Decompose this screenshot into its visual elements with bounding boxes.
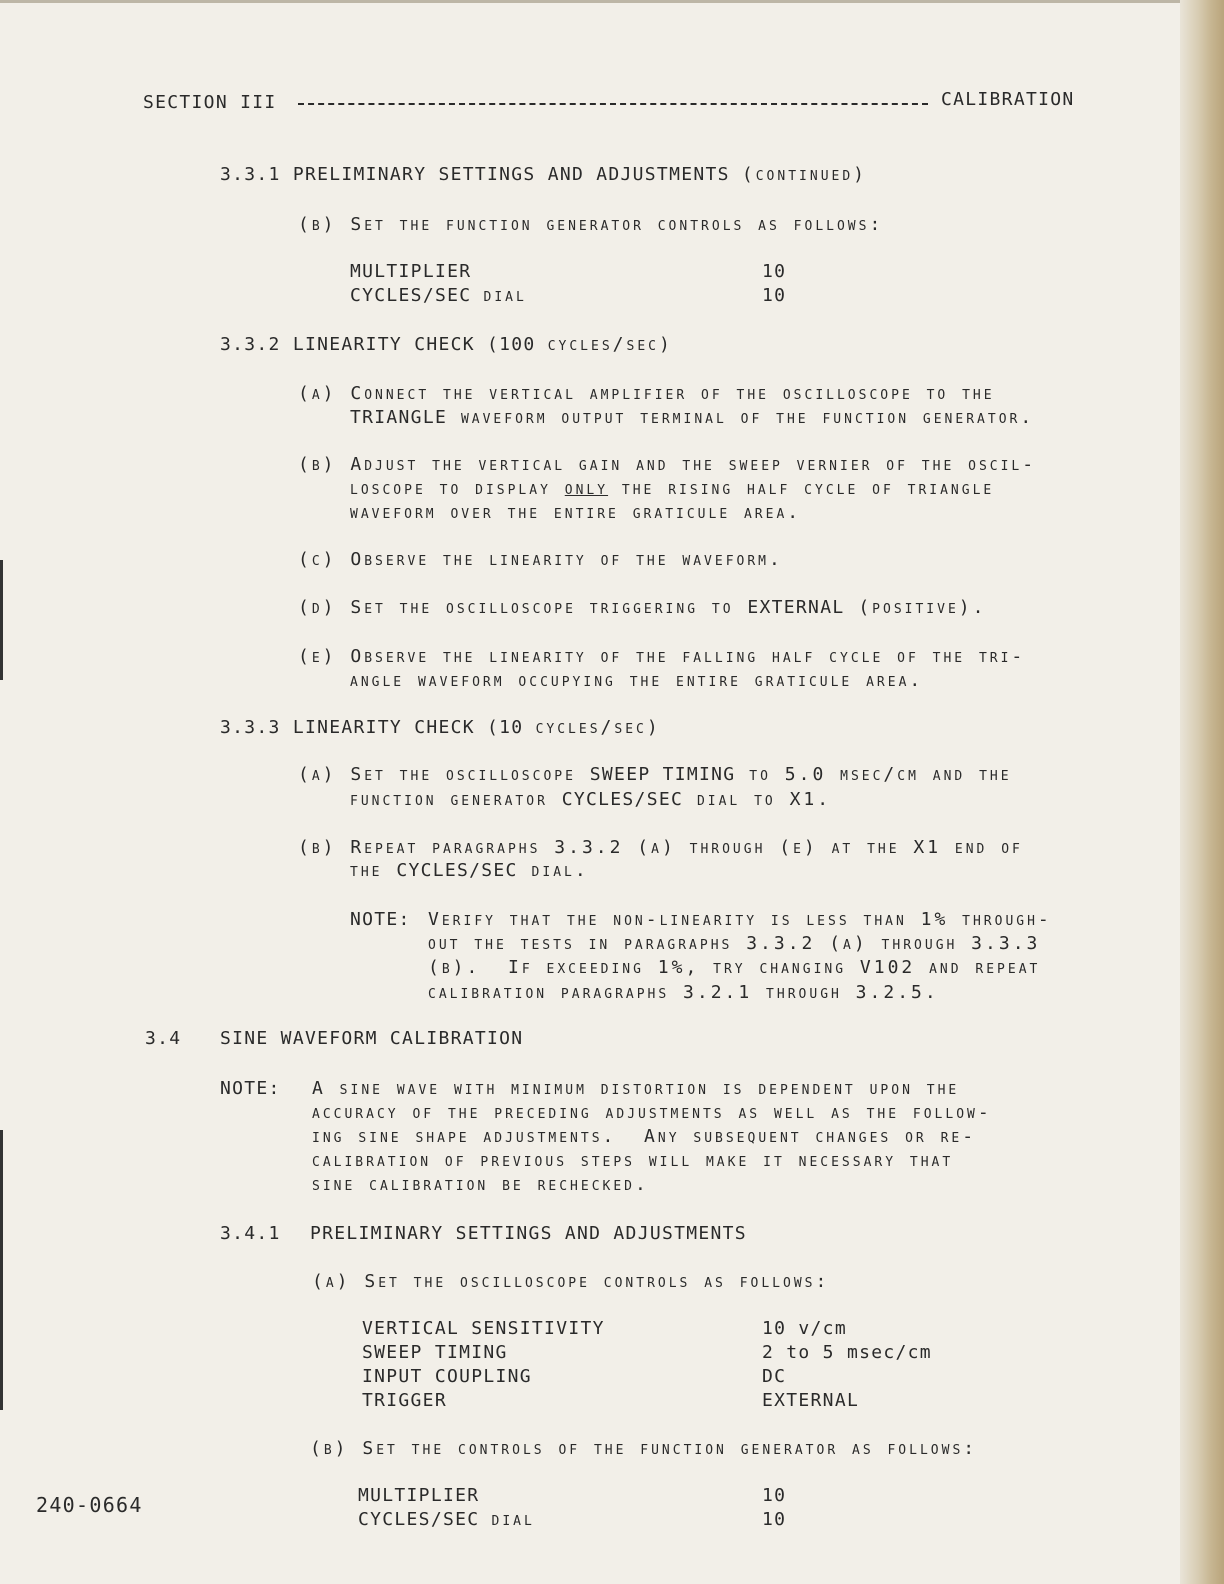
note-line: sine calibration be rechecked.	[312, 1174, 649, 1195]
setting-name: INPUT COUPLING	[362, 1366, 532, 1387]
note-line: ing sine shape adjustments. Any subsequent changes or re-	[312, 1126, 977, 1147]
note-label: NOTE:	[220, 1078, 281, 1099]
step-3-3-2-b-line2: loscope to display only the rising half cycle of triangle	[350, 478, 995, 499]
step-3-3-3-a: (a) Set the oscilloscope SWEEP TIMING to 5.0 msec/cm and the	[298, 764, 1012, 785]
setting-name: MULTIPLIER	[358, 1485, 480, 1506]
heading-3-3-1: 3.3.1 PRELIMINARY SETTINGS AND ADJUSTMENTS (continued)	[220, 164, 868, 185]
heading-3-4: SINE WAVEFORM CALIBRATION	[220, 1028, 524, 1049]
step-3-3-2-c: (c) Observe the linearity of the waveform.	[298, 549, 783, 570]
step-3-3-3-b-line2: the CYCLES/SEC dial.	[350, 860, 589, 881]
step-3-4-1-b: (b) Set the controls of the function generator as follows:	[310, 1438, 978, 1459]
step-3-3-2-e-line2: angle waveform occupying the entire graticule area.	[350, 670, 924, 691]
setting-name: VERTICAL SENSITIVITY	[362, 1318, 605, 1339]
setting-value: 10	[762, 261, 787, 282]
note-line: Verify that the non-linearity is less than 1% through-	[428, 909, 1052, 930]
setting-name: MULTIPLIER	[350, 261, 472, 282]
step-3-3-1-b: (b) Set the function generator controls as follows:	[298, 214, 884, 235]
binding-edge	[1180, 0, 1224, 1584]
setting-name: TRIGGER	[362, 1390, 447, 1411]
heading-3-3-2: 3.3.2 LINEARITY CHECK (100 cycles/sec)	[220, 334, 673, 355]
header-rule	[298, 103, 928, 105]
section-label: SECTION III	[143, 92, 277, 113]
step-3-3-2-a: (a) Connect the vertical amplifier of the oscilloscope to the	[298, 383, 995, 404]
setting-name: CYCLES/SEC dial	[358, 1509, 535, 1530]
step-3-4-1-a: (a) Set the oscilloscope controls as follows:	[312, 1271, 830, 1292]
setting-name: SWEEP TIMING	[362, 1342, 508, 1363]
step-3-3-2-e: (e) Observe the linearity of the falling half cycle of the tri-	[298, 646, 1026, 667]
step-3-3-3-a-line2: function generator CYCLES/SEC dial to X1.	[350, 789, 832, 810]
note-label: NOTE:	[350, 909, 411, 930]
heading-3-3-3: 3.3.3 LINEARITY CHECK (10 cycles/sec)	[220, 717, 661, 738]
page-top-edge	[0, 0, 1180, 3]
note-line: calibration of previous steps will make it necessary that	[312, 1150, 954, 1171]
page-title: CALIBRATION	[941, 89, 1075, 110]
left-margin-mark	[0, 1130, 3, 1410]
setting-value: 10	[762, 1485, 787, 1506]
section-number-3-4-1: 3.4.1	[220, 1223, 281, 1244]
step-3-3-2-a-line2: TRIANGLE waveform output terminal of the function generator.	[350, 407, 1035, 428]
setting-value: DC	[762, 1366, 787, 1387]
note-line: out the tests in paragraphs 3.3.2 (a) through 3.3.3	[428, 933, 1041, 954]
heading-3-4-1: PRELIMINARY SETTINGS AND ADJUSTMENTS	[310, 1223, 747, 1244]
note-line: (b). If exceeding 1%, try changing V102 and repeat	[428, 957, 1041, 978]
step-3-3-3-b: (b) Repeat paragraphs 3.3.2 (a) through (e) at the X1 end of	[298, 837, 1023, 858]
section-number-3-4: 3.4	[145, 1028, 182, 1049]
setting-name: CYCLES/SEC dial	[350, 285, 527, 306]
note-line: accuracy of the preceding adjustments as well as the follow-	[312, 1102, 992, 1123]
note-line: A sine wave with minimum distortion is dependent upon the	[312, 1078, 960, 1099]
setting-value: 10	[762, 285, 787, 306]
document-number: 240-0664	[36, 1493, 143, 1517]
step-3-3-2-b-line3: waveform over the entire graticule area.	[350, 502, 802, 523]
setting-value: 2 to 5 msec/cm	[762, 1342, 932, 1363]
setting-value: 10	[762, 1509, 787, 1530]
step-3-3-2-b: (b) Adjust the vertical gain and the sweep vernier of the oscil-	[298, 454, 1037, 475]
left-margin-mark	[0, 560, 3, 680]
setting-value: 10 v/cm	[762, 1318, 847, 1339]
note-line: calibration paragraphs 3.2.1 through 3.2.5.	[428, 982, 939, 1003]
step-3-3-2-d: (d) Set the oscilloscope triggering to EXTERNAL (positive).	[298, 597, 987, 618]
setting-value: EXTERNAL	[762, 1390, 860, 1411]
